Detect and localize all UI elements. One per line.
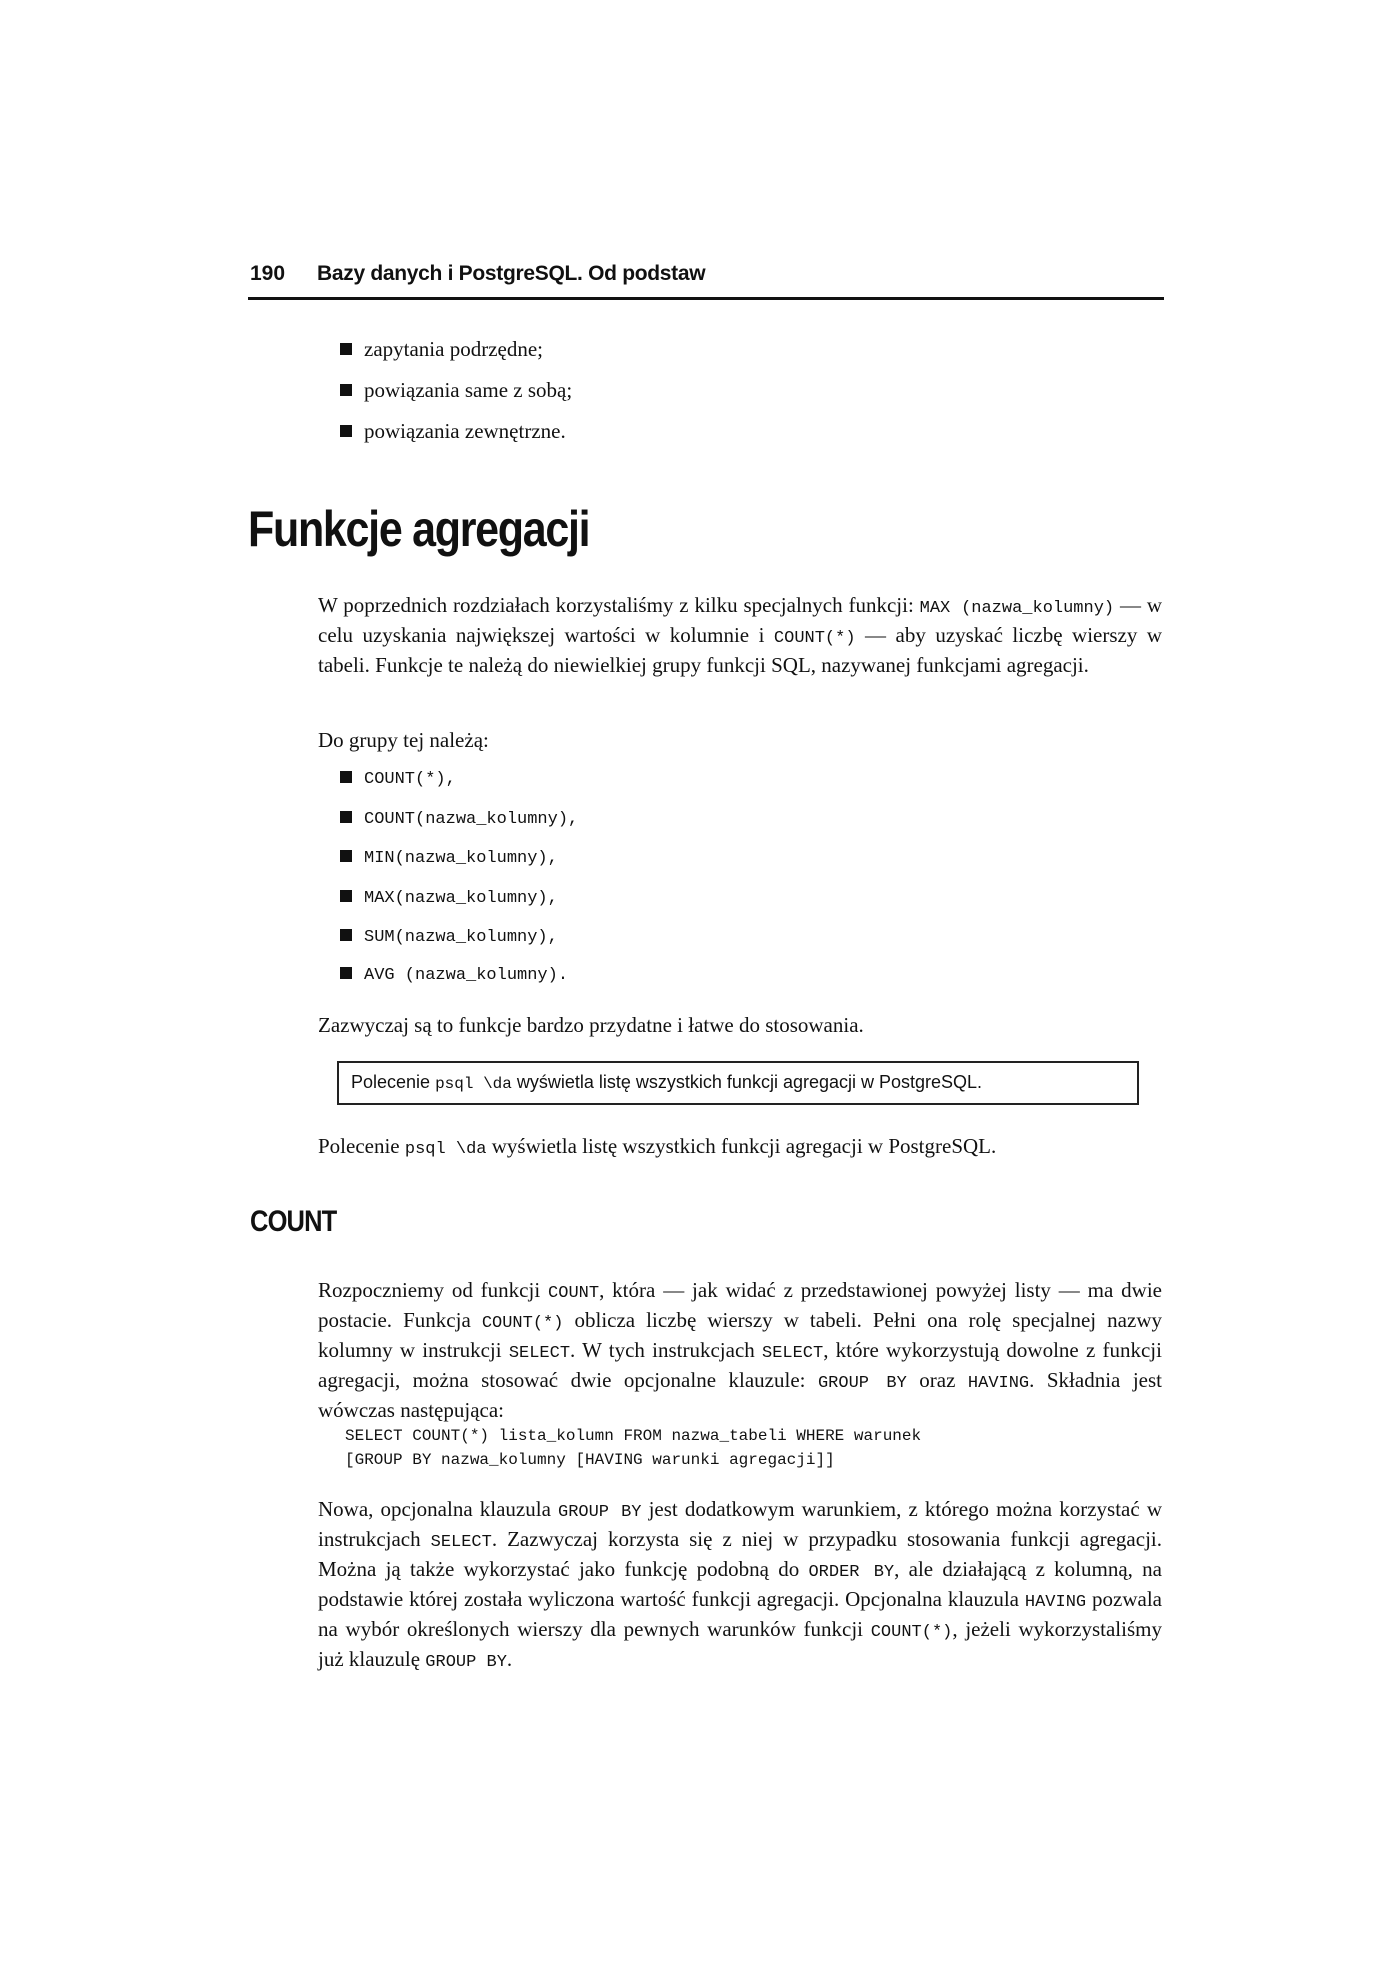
bullet-icon [340,811,352,823]
bullet-icon [340,771,352,783]
note-paragraph: Polecenie psql \da wyświetla listę wszystkich funkcji agregacji w PostgreSQL. [318,1134,997,1159]
groupby-paragraph: Nowa, opcjonalna klauzula GROUP BY jest dodatkowym warunkiem, z którego można korzystać w instrukcjach SELECT. Zazwyczaj korzysta się z niej w przypadku stosowania funkcji agregacji. Można ją także wykorzystać jako funkcję podobną do ORDER BY, ale działającą z kolumną, na podstawie której została wyliczona wartość funkcji agregacji. Opcjonalna klauzula HAVING pozwala na wybór określonych wierszy dla pewnych warunków funkcji COUNT(*), jeżeli wykorzystaliśmy już klauzulę GROUP BY. [318,1497,1162,1672]
code-line: [GROUP BY nazwa_kolumny [HAVING warunki agregacji]] [345,1451,835,1469]
list-item: SUM(nazwa_kolumny), [340,925,558,951]
bullet-icon [340,425,352,437]
list-item: MIN(nazwa_kolumny), [340,846,558,872]
bullet-icon [340,343,352,355]
bullet-icon [340,850,352,862]
list-item: powiązania same z sobą; [340,377,572,403]
list-item: MAX(nazwa_kolumny), [340,886,558,912]
bullet-icon [340,929,352,941]
running-header-title: Bazy danych i PostgreSQL. Od podstaw [317,262,706,285]
subsection-title: COUNT [250,1205,337,1238]
code-line: SELECT COUNT(*) lista_kolumn FROM nazwa_tabeli WHERE warunek [345,1427,922,1445]
list-item: powiązania zewnętrzne. [340,418,566,444]
bullet-icon [340,967,352,979]
list-item: AVG (nazwa_kolumny). [340,963,568,989]
list-item: COUNT(*), [340,767,456,793]
count-paragraph: Rozpoczniemy od funkcji COUNT, która — jak widać z przedstawionej powyżej listy — ma dwie postacie. Funkcja COUNT(*) oblicza liczbę wierszy w tabeli. Pełni ona rolę specjalnej nazwy kolumny w instrukcji SELECT. W tych instrukcjach SELECT, które wykorzystują dowolne z funkcji agregacji, można stosować dwie opcjonalne klauzule: GROUP BY oraz HAVING. Składnia jest wówczas następująca: [318,1278,1163,1422]
bullet-icon [340,384,352,396]
intro-paragraph: W poprzednich rozdziałach korzystaliśmy z kilku specjalnych funkcji: MAX (nazwa_kolumny) — w celu uzyskania największej wartości w kolumnie i COUNT(*) — aby uzyskać liczbę wierszy w tabeli. Funkcje te należą do niewielkiej grupy funkcji SQL, nazywanej funkcjami agregacji. [318,593,1162,677]
note-box [337,1061,1139,1105]
list-item: COUNT(nazwa_kolumny), [340,807,578,833]
list-item: zapytania podrzędne; [340,336,543,362]
note-text: Polecenie psql \da wyświetla listę wszystkich funkcji agregacji w PostgreSQL. [351,1072,983,1093]
section-title: Funkcje agregacji [248,501,590,557]
group-intro: Do grupy tej należą: [318,728,489,752]
usage-note: Zazwyczaj są to funkcje bardzo przydatne i łatwe do stosowania. [318,1013,864,1037]
bullet-icon [340,890,352,902]
header-divider [248,297,1164,300]
page-number: 190 [250,262,286,285]
